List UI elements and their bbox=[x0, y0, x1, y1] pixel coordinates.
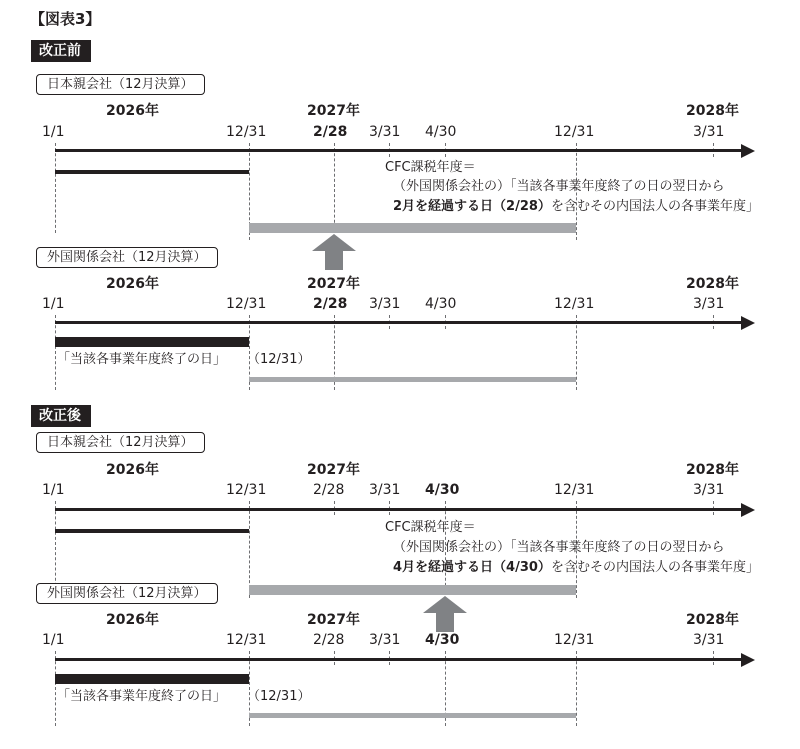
tick-label: 12/31 bbox=[226, 296, 267, 312]
tick-label: 1/1 bbox=[42, 124, 65, 140]
year-label: 2026年 bbox=[106, 462, 159, 478]
tick-label: 3/31 bbox=[693, 296, 725, 312]
section-label-after: 改正後 bbox=[31, 405, 91, 427]
tick-label: 12/31 bbox=[226, 124, 267, 140]
year-label: 2028年 bbox=[686, 276, 739, 292]
tick-label: 3/31 bbox=[369, 296, 401, 312]
tick-label: 4/30 bbox=[425, 482, 460, 498]
timeline-guide bbox=[576, 315, 577, 390]
year-label: 2026年 bbox=[106, 276, 159, 292]
timeline-axis bbox=[55, 149, 743, 152]
year-label: 2027年 bbox=[307, 103, 360, 119]
arrowhead-icon bbox=[741, 316, 755, 330]
tick-label: 3/31 bbox=[369, 632, 401, 648]
foreign-fiscal-year-bar bbox=[55, 337, 249, 347]
cfc-note-line2: （外国関係会社の）「当該各事業年度終了の日の翌日から bbox=[393, 540, 725, 555]
fy-end-date: （12/31） bbox=[247, 352, 311, 367]
tick-label: 1/1 bbox=[42, 296, 65, 312]
tick-label: 12/31 bbox=[554, 296, 595, 312]
parent-fiscal-year-bar bbox=[55, 170, 249, 174]
cfc-note-line1: CFC課税年度＝ bbox=[385, 160, 476, 175]
cfc-note-rest: を含むその内国法人の各事業年度」 bbox=[550, 560, 759, 575]
tick-label: 12/31 bbox=[554, 482, 595, 498]
arrowhead-icon bbox=[741, 144, 755, 158]
tick-label: 12/31 bbox=[554, 124, 595, 140]
tick-label: 3/31 bbox=[693, 632, 725, 648]
timeline-guide bbox=[334, 143, 335, 233]
tick-label: 3/31 bbox=[369, 124, 401, 140]
tick-label: 3/31 bbox=[693, 482, 725, 498]
arrowhead-icon bbox=[741, 503, 755, 517]
tick-label: 2/28 bbox=[313, 124, 348, 140]
tick-label: 4/30 bbox=[425, 124, 457, 140]
next-fiscal-year-bar bbox=[249, 713, 576, 718]
year-label: 2027年 bbox=[307, 612, 360, 628]
tick-label: 12/31 bbox=[226, 632, 267, 648]
timeline-guide bbox=[249, 501, 250, 598]
timeline-axis bbox=[55, 508, 743, 511]
timeline-axis bbox=[55, 321, 743, 324]
timeline-guide bbox=[576, 651, 577, 726]
foreign-company-label: 外国関係会社（12月決算） bbox=[36, 247, 218, 268]
tick-label: 12/31 bbox=[554, 632, 595, 648]
foreign-fiscal-year-bar bbox=[55, 674, 249, 684]
year-label: 2028年 bbox=[686, 612, 739, 628]
tick-label: 4/30 bbox=[425, 632, 460, 648]
year-label: 2026年 bbox=[106, 103, 159, 119]
parent-company-label: 日本親会社（12月決算） bbox=[36, 74, 205, 95]
timeline-guide bbox=[55, 651, 56, 726]
timeline-guide bbox=[55, 143, 56, 233]
fy-end-label: 「当該各事業年度終了の日」 bbox=[57, 689, 227, 704]
cfc-tax-year-bar bbox=[249, 223, 576, 233]
tick-label: 3/31 bbox=[693, 124, 725, 140]
cfc-note-line1: CFC課税年度＝ bbox=[385, 520, 476, 535]
timeline-guide bbox=[55, 315, 56, 390]
cfc-note-line2: （外国関係会社の）「当該各事業年度終了の日の翌日から bbox=[393, 179, 725, 194]
parent-fiscal-year-bar bbox=[55, 529, 249, 533]
next-fiscal-year-bar bbox=[249, 377, 576, 382]
year-label: 2026年 bbox=[106, 612, 159, 628]
cfc-note-line3 bbox=[393, 197, 759, 216]
cfc-note-line3 bbox=[393, 558, 759, 577]
year-label: 2028年 bbox=[686, 462, 739, 478]
year-label: 2028年 bbox=[686, 103, 739, 119]
figure-label: 【図表3】 bbox=[30, 10, 101, 28]
cfc-tax-year-bar bbox=[249, 585, 576, 595]
tick-label: 1/1 bbox=[42, 482, 65, 498]
year-label: 2027年 bbox=[307, 276, 360, 292]
section-label-before: 改正前 bbox=[31, 40, 91, 62]
arrowhead-icon bbox=[741, 653, 755, 667]
fy-end-label: 「当該各事業年度終了の日」 bbox=[57, 352, 227, 367]
tick-label: 3/31 bbox=[369, 482, 401, 498]
tick-label: 4/30 bbox=[425, 296, 457, 312]
cfc-note-highlight: 2月を経過する日（2/28） bbox=[393, 199, 551, 214]
parent-company-label: 日本親会社（12月決算） bbox=[36, 432, 205, 453]
tick-label: 2/28 bbox=[313, 482, 345, 498]
cfc-note-highlight: 4月を経過する日（4/30） bbox=[393, 560, 551, 575]
up-arrow-icon bbox=[423, 596, 467, 632]
tick-label: 1/1 bbox=[42, 632, 65, 648]
fy-end-date: （12/31） bbox=[247, 689, 311, 704]
tick-label: 12/31 bbox=[226, 482, 267, 498]
year-label: 2027年 bbox=[307, 462, 360, 478]
tick-label: 2/28 bbox=[313, 632, 345, 648]
up-arrow-icon bbox=[312, 234, 356, 270]
foreign-company-label: 外国関係会社（12月決算） bbox=[36, 583, 218, 604]
tick-label: 2/28 bbox=[313, 296, 348, 312]
timeline-guide bbox=[55, 501, 56, 591]
timeline-axis bbox=[55, 658, 743, 661]
cfc-note-rest: を含むその内国法人の各事業年度」 bbox=[550, 199, 759, 214]
